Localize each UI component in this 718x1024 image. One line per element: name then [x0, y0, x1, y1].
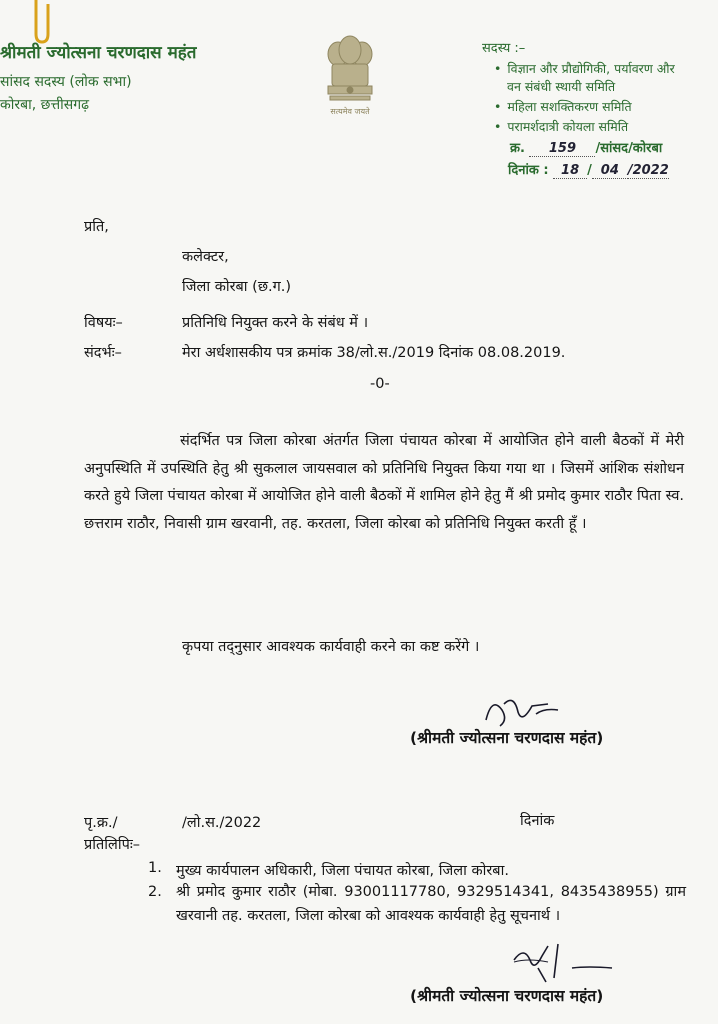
signatory-name: (श्रीमती ज्योत्सना चरणदास महंत)	[410, 987, 604, 1005]
endorsement-number: /लो.स./2022	[182, 815, 262, 831]
copy-to-label: प्रतिलिपिः–	[84, 837, 141, 853]
date-month: 04	[592, 163, 628, 179]
national-emblem-icon	[318, 32, 382, 120]
body-closing: कृपया तद्नुसार आवश्यक कार्यवाही करने का कष्ट करेंगे ।	[182, 639, 480, 655]
committee-item: • महिला सशक्तिकरण समिति	[494, 98, 632, 115]
signature-mark	[508, 938, 618, 986]
separator: -0-	[370, 376, 390, 392]
date-line: दिनांक : 18 / 04 /2022	[508, 163, 669, 178]
reference-text: मेरा अर्धशासकीय पत्र क्रमांक 38/लो.स./2019 दिनांक 08.08.2019.	[182, 345, 566, 361]
signatory-name: (श्रीमती ज्योत्सना चरणदास महंत)	[410, 729, 604, 747]
committee-item: • विज्ञान और प्रौद्योगिकी, पर्यावरण और	[494, 60, 675, 77]
subject-text: प्रतिनिधि नियुक्त करने के संबंध में ।	[182, 315, 369, 331]
committee-item: • परामर्शदात्री कोयला समिति	[494, 118, 628, 135]
date-day: 18	[553, 163, 587, 179]
subject-label: विषयः–	[84, 315, 123, 331]
sender-name: श्रीमती ज्योत्सना चरणदास महंत	[0, 43, 197, 63]
sender-title: सांसद सदस्य (लोक सभा)	[0, 74, 132, 90]
copy-item-text: मुख्य कार्यपालन अधिकारी, जिला पंचायत कोरबा, जिला कोरबा.	[176, 863, 509, 879]
endorsement-date-label: दिनांक	[520, 813, 555, 829]
date-year: /2022	[627, 163, 669, 178]
reference-label: संदर्भः–	[84, 345, 122, 361]
svg-text:सत्यमेव जयते: सत्यमेव जयते	[330, 107, 370, 116]
copy-item-text: श्री प्रमोद कुमार राठौर (मोबा. 93001117780, 9329514341, 8435438955) ग्राम खरवानी तह. करतला, जिला कोरबा को आवश्यक कार्यवाही हेतु सूचनार्थ ।	[176, 884, 686, 924]
endorsement-number-label: पृ.क्र./	[84, 815, 118, 831]
addressee-line: जिला कोरबा (छ.ग.)	[182, 279, 292, 295]
member-heading: सदस्य :–	[482, 41, 526, 56]
addressee-line: कलेक्टर,	[182, 249, 229, 265]
salutation: प्रति,	[84, 219, 109, 235]
body-paragraph: संदर्भित पत्र जिला कोरबा अंतर्गत जिला पंचायत कोरबा में आयोजित होने वाली बैठकों में मेरी अनुपस्थिति में उपस्थिति हेतु श्री सुकलाल जायसवाल को प्रतिनिधि नियुक्त किया गया था । जिसमें आंशिक संशोधन करते हुये जिला पंचायत कोरबा में आयोजित होने वाली बैठकों में शामिल होने हेतु मैं श्री प्रमोद कुमार राठौर पिता स्व. छत्तराम राठौर, निवासी ग्राम खरवानी, तह. करतला, जिला कोरबा को प्रतिनिधि नियुक्त करती हूँ ।	[84, 433, 684, 532]
ref-number: 159	[529, 141, 595, 157]
reference-number-line: क्र. 159 /सांसद/कोरबा	[510, 141, 663, 156]
copy-item-number: 2.	[148, 884, 162, 900]
paper-clip-icon	[32, 0, 52, 44]
copy-item-number: 1.	[148, 860, 162, 876]
sender-location: कोरबा, छत्तीसगढ़	[0, 97, 89, 113]
committee-item-cont: वन संबंधी स्थायी समिति	[507, 79, 616, 94]
